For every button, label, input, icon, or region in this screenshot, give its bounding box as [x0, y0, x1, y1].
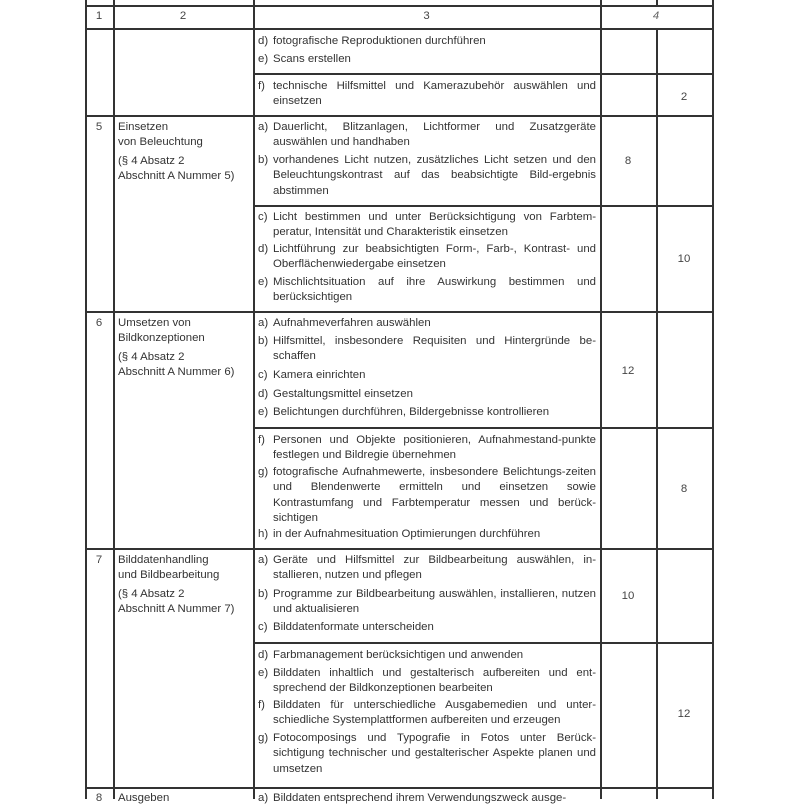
list-item: b) Hilfsmittel, insbesondere Requisiten und Hintergründe be-schaffen — [258, 335, 596, 363]
row-number: 8 — [95, 792, 103, 804]
row6-top — [85, 311, 713, 313]
list-item: d) Farbmanagement berücksichtigen und anwenden — [258, 649, 524, 661]
list-item: e) Belichtungen durchführen, Bildergebnisse kontrollieren — [258, 406, 550, 418]
list-item: g) Fotocomposings und Typografie in Fotos unter Berück-sichtigung technischer und gestalterischer Aspekte planen und umsetzen — [258, 732, 596, 775]
header-row-bottom — [85, 28, 713, 30]
col4-subdivider-top — [656, 0, 658, 5]
weeks-value: 8 — [624, 155, 632, 167]
weeks-value: 10 — [677, 253, 691, 265]
row5-split — [253, 205, 713, 207]
list-item: b) Programme zur Bildbearbeitung auswählen, installieren, nutzen und aktualisieren — [258, 588, 596, 616]
category-cell: Einsetzen von Beleuchtung (§ 4 Absatz 2 Abschnitt A Nummer 5) — [118, 121, 235, 182]
col2-divider — [253, 0, 255, 799]
category-cell: Ausgeben — [118, 792, 170, 804]
header-col-3: 3 — [423, 10, 430, 22]
list-item: a) Geräte und Hilfsmittel zur Bildbearbeitung auswählen, in-stallieren, nutzen und pflegen — [258, 554, 596, 582]
table-border-right — [712, 0, 714, 799]
header-col-1: 1 — [95, 10, 103, 22]
row4-split — [253, 73, 713, 75]
row-number: 6 — [95, 317, 103, 329]
list-item: f) Personen und Objekte positionieren, Aufnahmestand-punkte festlegen und Bildregie übernehmen — [258, 434, 596, 462]
weeks-value: 12 — [621, 365, 635, 377]
row5-top — [85, 115, 713, 117]
list-item: c) Kamera einrichten — [258, 369, 366, 381]
col4-subdivider — [656, 28, 658, 799]
header-col-2: 2 — [179, 10, 187, 22]
weeks-value: 2 — [680, 91, 688, 103]
list-item: c) Licht bestimmen und unter Berücksichtigung von Farbtem-peratur, Intensität und Charakteristik einsetzen — [258, 211, 596, 239]
list-item: d) Lichtführung zur beabsichtigten Form-, Farb-, Kontrast- und Oberflächenwiedergabe einsetzen — [258, 243, 596, 271]
list-item: e) Mischlichtsituation auf ihre Auswirkung bestimmen und berücksichtigen — [258, 276, 596, 304]
list-item: g) fotografische Aufnahmewerte, insbesondere Belichtungs-zeiten und Blendenwerte ermitteln und einsetzen sowie Kontrastumfang und Farbtemperatur messen und berück-sichtigen — [258, 466, 596, 524]
category-cell: Umsetzen von Bildkonzeptionen (§ 4 Absatz 2 Abschnitt A Nummer 6) — [118, 317, 235, 378]
row8-top — [85, 787, 713, 789]
row7-split — [253, 642, 713, 644]
weeks-value: 12 — [677, 708, 691, 720]
list-item: h) in der Aufnahmesituation Optimierungen durchführen — [258, 528, 541, 540]
header-col-4: 4 — [652, 10, 660, 22]
list-item: d) fotografische Reproduktionen durchführen — [258, 35, 486, 47]
list-item: d) Gestaltungsmittel einsetzen — [258, 388, 413, 400]
weeks-value: 10 — [621, 590, 635, 602]
list-item: e) Scans erstellen — [258, 53, 351, 65]
list-item: a) Aufnahmeverfahren auswählen — [258, 317, 431, 329]
row6-split — [253, 427, 713, 429]
weeks-value: 8 — [680, 483, 688, 495]
list-item: a) Bilddaten entsprechend ihrem Verwendungszweck ausge- — [258, 792, 567, 804]
table-border-top — [85, 5, 713, 7]
list-item: a) Dauerlicht, Blitzanlagen, Lichtformer und Zusatzgeräte auswählen und handhaben — [258, 121, 596, 149]
list-item: f) technische Hilfsmittel und Kamerazubehör auswählen und einsetzen — [258, 80, 596, 108]
list-item: b) vorhandenes Licht nutzen, zusätzliches Licht setzen und den Beleuchtungskontrast auf das beabsichtigte Bild-ergebnis abstimmen — [258, 154, 596, 197]
list-item: e) Bilddaten inhaltlich und gestalterisch aufbereiten und ent-sprechend der Bildkonzeptionen bearbeiten — [258, 667, 596, 695]
col3-divider — [600, 0, 602, 799]
table-border-left — [85, 0, 87, 799]
row-number: 7 — [95, 554, 103, 566]
row-number: 5 — [95, 121, 103, 133]
category-cell: Bilddatenhandling und Bildbearbeitung (§ 4 Absatz 2 Abschnitt A Nummer 7) — [118, 554, 235, 615]
list-item: c) Bilddatenformate unterscheiden — [258, 621, 434, 633]
row7-top — [85, 548, 713, 550]
col1-divider — [113, 0, 115, 799]
list-item: f) Bilddaten für unterschiedliche Ausgabemedien und unter-schiedliche Systemplattformen aufbereiten und erzeugen — [258, 699, 596, 727]
